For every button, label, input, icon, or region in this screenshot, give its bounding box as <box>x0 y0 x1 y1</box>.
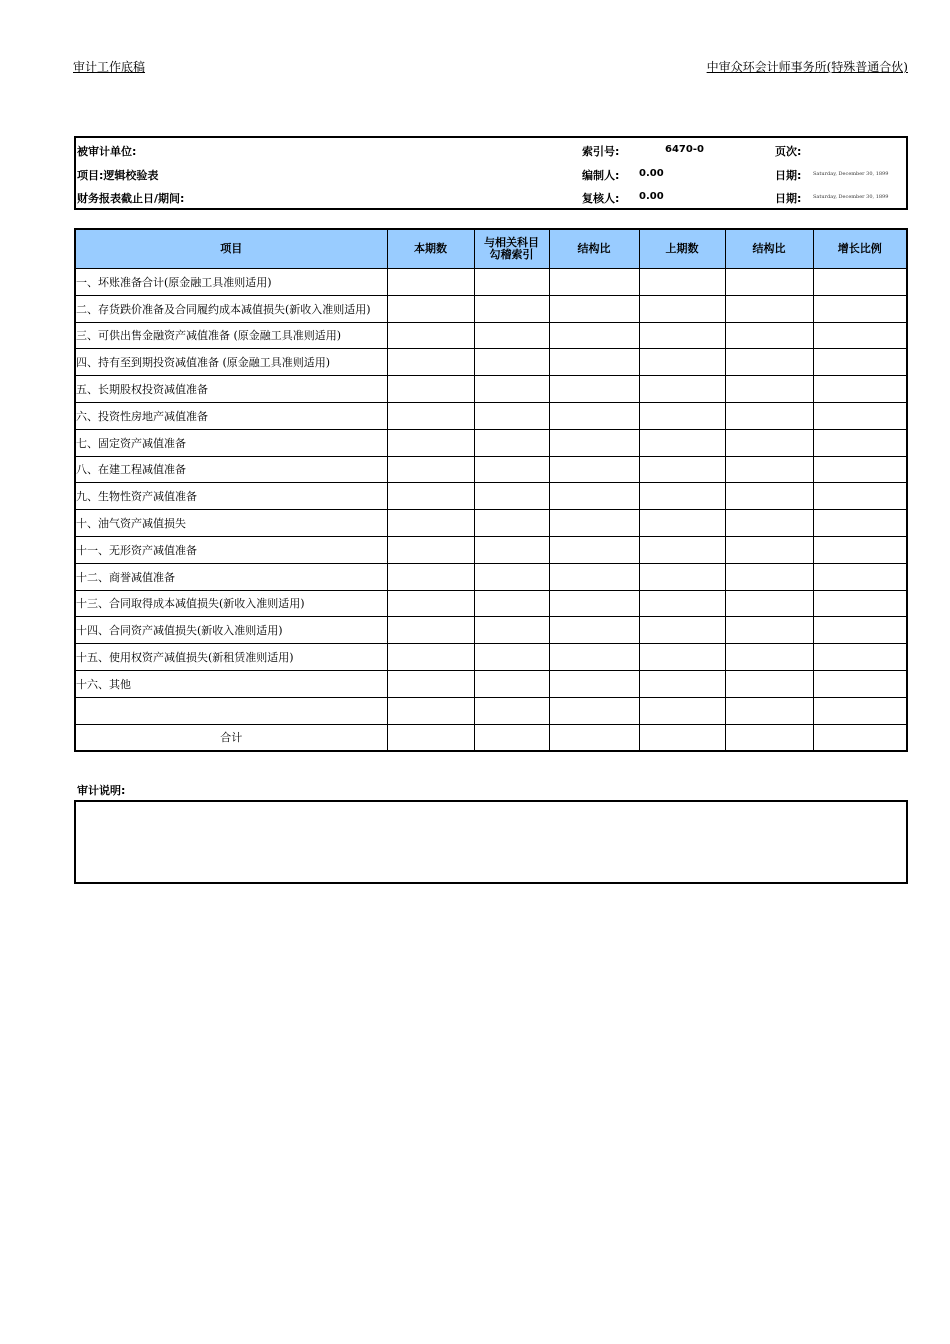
value-cell[interactable] <box>639 322 725 349</box>
value-cell[interactable] <box>725 617 813 644</box>
preparer-label: 编制人: <box>582 169 620 182</box>
value-cell[interactable] <box>387 697 474 724</box>
value-cell[interactable] <box>387 510 474 537</box>
value-cell[interactable] <box>725 295 813 322</box>
value-cell[interactable] <box>474 483 549 510</box>
value-cell[interactable] <box>474 456 549 483</box>
value-cell[interactable] <box>639 590 725 617</box>
value-cell[interactable] <box>813 322 907 349</box>
value-cell[interactable] <box>474 536 549 563</box>
reviewer-label: 复核人: <box>582 192 620 205</box>
table-row <box>75 429 907 456</box>
value-cell[interactable] <box>725 510 813 537</box>
value-cell[interactable] <box>474 429 549 456</box>
value-cell[interactable] <box>549 429 639 456</box>
value-cell[interactable] <box>474 590 549 617</box>
table-row <box>75 349 907 376</box>
value-cell[interactable] <box>549 269 639 296</box>
table-row <box>75 617 907 644</box>
table-row <box>75 322 907 349</box>
row-label: 十、油气资产减值损失 <box>75 510 387 537</box>
page-label: 页次: <box>775 145 802 158</box>
value-cell[interactable] <box>549 349 639 376</box>
row-label: 十六、其他 <box>75 670 387 697</box>
index-value: 6470-0 <box>665 144 704 155</box>
value-cell[interactable] <box>813 349 907 376</box>
value-cell[interactable] <box>725 456 813 483</box>
value-cell[interactable] <box>639 670 725 697</box>
col-structure-prior: 结构比 <box>725 229 813 269</box>
preparer-value: 0.00 <box>639 168 664 179</box>
value-cell[interactable] <box>725 402 813 429</box>
index-label: 索引号: <box>582 145 620 158</box>
value-cell[interactable] <box>474 670 549 697</box>
row-label <box>75 697 387 724</box>
date-label: 日期: <box>775 169 802 182</box>
date2-value: Saturday, December 30, 1899 <box>813 194 889 200</box>
value-cell[interactable] <box>813 295 907 322</box>
value-cell[interactable] <box>549 724 639 751</box>
value-cell[interactable] <box>639 269 725 296</box>
value-cell[interactable] <box>639 724 725 751</box>
value-cell[interactable] <box>639 644 725 671</box>
value-cell[interactable] <box>639 483 725 510</box>
value-cell[interactable] <box>549 295 639 322</box>
value-cell[interactable] <box>549 670 639 697</box>
value-cell[interactable] <box>474 402 549 429</box>
table-row <box>75 644 907 671</box>
value-cell[interactable] <box>639 536 725 563</box>
col-growth: 增长比例 <box>813 229 907 269</box>
date-value: Saturday, December 30, 1899 <box>813 171 889 177</box>
row-label: 四、持有至到期投资减值准备 (原金融工具准则适用) <box>75 349 387 376</box>
value-cell[interactable] <box>474 644 549 671</box>
value-cell[interactable] <box>549 402 639 429</box>
row-label: 六、投资性房地产减值准备 <box>75 402 387 429</box>
value-cell[interactable] <box>639 295 725 322</box>
col-structure: 结构比 <box>549 229 639 269</box>
value-cell[interactable] <box>813 670 907 697</box>
value-cell[interactable] <box>725 697 813 724</box>
table-row <box>75 536 907 563</box>
value-cell[interactable] <box>474 295 549 322</box>
value-cell[interactable] <box>813 563 907 590</box>
table-row <box>75 295 907 322</box>
value-cell[interactable] <box>387 376 474 403</box>
table-row <box>75 590 907 617</box>
value-cell[interactable] <box>387 590 474 617</box>
audit-notes-box[interactable] <box>74 800 908 884</box>
value-cell[interactable] <box>639 697 725 724</box>
row-label: 十二、商誉减值准备 <box>75 563 387 590</box>
value-cell[interactable] <box>725 322 813 349</box>
value-cell[interactable] <box>725 536 813 563</box>
row-label: 七、固定资产减值准备 <box>75 429 387 456</box>
table-row <box>75 510 907 537</box>
col-prior: 上期数 <box>639 229 725 269</box>
value-cell[interactable] <box>639 376 725 403</box>
value-cell[interactable] <box>549 617 639 644</box>
value-cell[interactable] <box>387 295 474 322</box>
row-label: 十三、合同取得成本减值损失(新收入准则适用) <box>75 590 387 617</box>
table-row <box>75 402 907 429</box>
value-cell[interactable] <box>387 322 474 349</box>
header-doc-type: 审计工作底稿 <box>73 60 146 74</box>
value-cell[interactable] <box>387 536 474 563</box>
value-cell[interactable] <box>387 349 474 376</box>
table-row <box>75 483 907 510</box>
value-cell[interactable] <box>813 536 907 563</box>
table-row <box>75 269 907 296</box>
header-firm-name: 中审众环会计师事务所(特殊普通合伙) <box>706 60 908 74</box>
row-label: 十四、合同资产减值损失(新收入准则适用) <box>75 617 387 644</box>
value-cell[interactable] <box>474 376 549 403</box>
value-cell[interactable] <box>813 456 907 483</box>
value-cell[interactable] <box>725 670 813 697</box>
value-cell[interactable] <box>549 536 639 563</box>
value-cell[interactable] <box>474 617 549 644</box>
value-cell[interactable] <box>474 724 549 751</box>
value-cell[interactable] <box>639 510 725 537</box>
value-cell[interactable] <box>474 697 549 724</box>
value-cell[interactable] <box>474 563 549 590</box>
value-cell[interactable] <box>549 590 639 617</box>
value-cell[interactable] <box>725 590 813 617</box>
value-cell[interactable] <box>387 724 474 751</box>
value-cell[interactable] <box>725 269 813 296</box>
value-cell[interactable] <box>387 670 474 697</box>
col-current: 本期数 <box>387 229 474 269</box>
row-label: 三、可供出售金融资产减值准备 (原金融工具准则适用) <box>75 322 387 349</box>
reviewer-value: 0.00 <box>639 191 664 202</box>
value-cell[interactable] <box>639 617 725 644</box>
value-cell[interactable] <box>813 644 907 671</box>
col-item: 项目 <box>75 229 387 269</box>
value-cell[interactable] <box>725 483 813 510</box>
row-label: 九、生物性资产减值准备 <box>75 483 387 510</box>
table-row <box>75 670 907 697</box>
value-cell[interactable] <box>474 510 549 537</box>
reconciliation-table <box>74 228 908 752</box>
row-label: 五、长期股权投资减值准备 <box>75 376 387 403</box>
value-cell[interactable] <box>549 456 639 483</box>
date2-label: 日期: <box>775 192 802 205</box>
project-label: 项目:逻辑校验表 <box>77 169 159 182</box>
value-cell[interactable] <box>639 402 725 429</box>
row-label: 十五、使用权资产减值损失(新租赁准则适用) <box>75 644 387 671</box>
value-cell[interactable] <box>813 510 907 537</box>
value-cell[interactable] <box>639 349 725 376</box>
value-cell[interactable] <box>387 456 474 483</box>
value-cell[interactable] <box>813 697 907 724</box>
value-cell[interactable] <box>725 563 813 590</box>
value-cell[interactable] <box>549 483 639 510</box>
info-box <box>74 136 908 210</box>
row-label: 八、在建工程减值准备 <box>75 456 387 483</box>
audit-notes-label: 审计说明: <box>77 784 126 797</box>
value-cell[interactable] <box>813 483 907 510</box>
value-cell[interactable] <box>725 429 813 456</box>
value-cell[interactable] <box>474 349 549 376</box>
value-cell[interactable] <box>549 644 639 671</box>
row-label: 十一、无形资产减值准备 <box>75 536 387 563</box>
value-cell[interactable] <box>387 617 474 644</box>
value-cell[interactable] <box>387 402 474 429</box>
row-label: 一、坏账准备合计(原金融工具准则适用) <box>75 269 387 296</box>
value-cell[interactable] <box>813 617 907 644</box>
table-header-row <box>75 229 907 269</box>
period-label: 财务报表截止日/期间: <box>77 192 185 205</box>
value-cell[interactable] <box>474 322 549 349</box>
value-cell[interactable] <box>813 402 907 429</box>
value-cell[interactable] <box>725 724 813 751</box>
value-cell[interactable] <box>387 429 474 456</box>
value-cell[interactable] <box>549 376 639 403</box>
row-label: 二、存货跌价准备及合同履约成本减值损失(新收入准则适用) <box>75 295 387 322</box>
value-cell[interactable] <box>549 322 639 349</box>
total-label: 合计 <box>75 724 387 751</box>
value-cell[interactable] <box>387 644 474 671</box>
value-cell[interactable] <box>639 563 725 590</box>
value-cell[interactable] <box>387 563 474 590</box>
table-row <box>75 376 907 403</box>
value-cell[interactable] <box>639 456 725 483</box>
col-crossref: 与相关科目勾稽索引 <box>474 229 549 269</box>
value-cell[interactable] <box>813 429 907 456</box>
value-cell[interactable] <box>387 483 474 510</box>
table-total-row <box>75 724 907 751</box>
value-cell[interactable] <box>549 697 639 724</box>
table-row <box>75 563 907 590</box>
value-cell[interactable] <box>639 429 725 456</box>
entity-label: 被审计单位: <box>77 145 137 158</box>
value-cell[interactable] <box>725 376 813 403</box>
value-cell[interactable] <box>549 510 639 537</box>
value-cell[interactable] <box>813 724 907 751</box>
value-cell[interactable] <box>725 644 813 671</box>
table-row <box>75 456 907 483</box>
value-cell[interactable] <box>549 563 639 590</box>
value-cell[interactable] <box>725 349 813 376</box>
value-cell[interactable] <box>474 269 549 296</box>
value-cell[interactable] <box>813 269 907 296</box>
value-cell[interactable] <box>813 590 907 617</box>
value-cell[interactable] <box>813 376 907 403</box>
value-cell[interactable] <box>387 269 474 296</box>
table-row <box>75 697 907 724</box>
